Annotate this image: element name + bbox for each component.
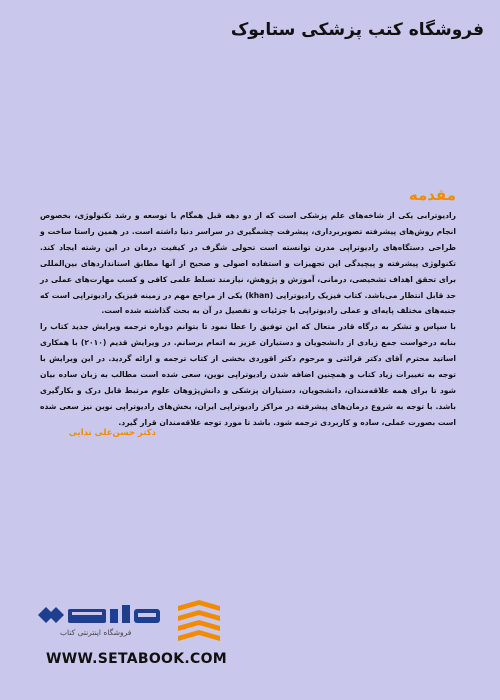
logo-subtitle: فروشگاه اینترنتی کتاب: [60, 628, 132, 637]
setabook-wordmark-logo: [38, 603, 168, 643]
section-heading: مقدمه: [408, 186, 456, 204]
preface-paragraph-2: با سپاس و تشکر به درگاه قادر متعال که این توفیق را عطا نمود تا بتوانم دوباره ترجمه ویرایش جدید کتاب را بنابه درخواست جمع زیادی از دانشجویان و دستیاران عزیز به اتمام برسانم. در ویرایش قدیم (۲۰۱۰) با همکاری اساتید محترم آقای دکتر قرائتی و مرحوم دکتر اقوردی بخشی از کتاب ترجمه و ارائه گردید. در این ویرایش با توجه به تغییرات زیاد کتاب و همچنین اضافه شدن رادیوتراپی نوین، سعی شده است مطالب به زبان ساده بیان شود تا برای همه علاقه‌مندان، دانشجویان، دستیاران پزشکی و دانش‌پژوهان علوم مرتبط قابل درک و بکارگیری باشد. با توجه به شروع درمان‌های پیشرفته در مراکز رادیوتراپی ایران، بخش‌های رادیوتراپی نوین نیز سعی شده است بصورت عملی، ساده و کاربردی ترجمه شود. باشد تا مورد توجه علاقه‌مندان قرار گیرد.: [40, 322, 456, 427]
setabook-logo-icon: [176, 600, 222, 644]
preface-paragraph-1: رادیوترابی یکی از شاخه‌های علم پزشکی است که از دو دهه قبل همگام با توسعه و رشد تکنولوژی، بخصوص انجام روش‌های پیشرفته تصویربرداری، پیشرفت چشمگیری در سراسر دنیا داشته است. در همین راستا ساخت و طراحی دستگاه‌های رادیوتراپی مدرن توانسته است تحولی شگرف در کیفیت درمان در این رشته ایجاد کند. تکنولوژی پیشرفته و پیچیدگی این تجهیزات و استفاده اصولی و صحیح از آنها مطابق استانداردهای بین‌المللی برای تحقق اهداف تشخیصی، درمانی، آموزش و پژوهش، نیازمند تسلط علمی کافی و کسب مهارت‌های عملی در حد قابل انتظار می‌باشد. کتاب فیزیک رادیوتراپی (khan) یکی از مراجع مهم در زمینه فیزیک رادیوتراپی است که جنبه‌های مختلف پایه‌ای و عملی رادیوتراپی با جزئیات و تفصیل در آن به بحث گذاشته شده است.: [40, 211, 457, 316]
preface-body: [40, 208, 456, 431]
author-signature: دکتر حسن‌علی ندایی: [68, 428, 156, 438]
site-url-link[interactable]: WWW.SETABOOK.COM: [46, 651, 227, 667]
store-title: فروشگاه کتب پزشکی ستابوک: [230, 20, 484, 40]
